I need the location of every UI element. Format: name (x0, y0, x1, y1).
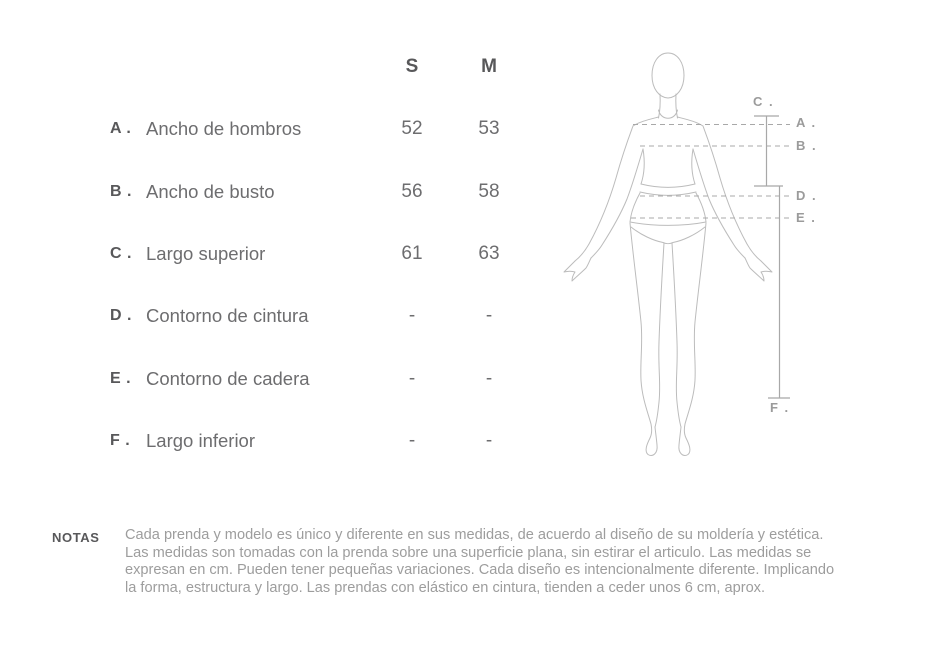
row-value-m: 63 (478, 243, 500, 265)
figure-label-b: B . (796, 138, 818, 153)
row-value-m: 58 (478, 180, 500, 202)
row-label: Ancho de hombros (146, 118, 302, 140)
notes-line: expresan en cm. Pueden tener pequeñas variaciones. Cada diseño es intencionalmente diferente. Implicando (125, 562, 835, 579)
notes-line: la forma, estructura y largo. Las prendas con elástico en cintura, tienden a ceder unos 6 cm, aprox. (125, 579, 766, 596)
row-value-m: 53 (478, 118, 500, 140)
mannequin-outline-icon (564, 53, 775, 455)
column-header-size-m: M (481, 56, 497, 78)
row-value-s: 56 (401, 180, 423, 202)
row-label: Largo superior (146, 243, 266, 265)
row-label: Ancho de busto (146, 180, 275, 202)
column-header-size-s: S (405, 56, 419, 78)
row-value-s: - (408, 367, 416, 389)
figure-label-d: D . (796, 188, 818, 203)
measurement-bracket-lines (754, 116, 790, 398)
notes-text (125, 527, 834, 597)
row-value-s: 52 (401, 118, 423, 140)
row-letter: E . (110, 369, 132, 387)
row-letter: A . (110, 120, 132, 138)
row-value-m: - (485, 429, 493, 451)
notes-heading: NOTAS (52, 529, 100, 545)
row-label: Contorno de cadera (146, 367, 310, 389)
row-value-m: - (485, 367, 493, 389)
figure-label-e: E . (796, 210, 817, 225)
figure-label-a: A . (796, 115, 817, 130)
row-value-m: - (485, 305, 493, 327)
notes-line: Cada prenda y modelo es único y diferente en sus medidas, de acuerdo al diseño de su moldería y estética. (125, 527, 824, 543)
row-value-s: 61 (401, 243, 423, 265)
figure-label-f: F . (770, 400, 790, 415)
row-label: Contorno de cintura (146, 305, 309, 327)
notes-line: Las medidas son tomadas con la prenda sobre una superficie plana, sin estirar el articulo. Las medidas se (125, 544, 812, 561)
row-letter: D . (110, 307, 132, 325)
figure-label-c: C . (753, 94, 775, 109)
row-letter: C . (110, 245, 132, 263)
row-letter: F . (110, 431, 131, 449)
row-value-s: - (408, 305, 416, 327)
row-letter: B . (110, 182, 132, 200)
notes-section (52, 527, 834, 597)
row-value-s: - (408, 429, 416, 451)
row-label: Largo inferior (146, 429, 256, 451)
